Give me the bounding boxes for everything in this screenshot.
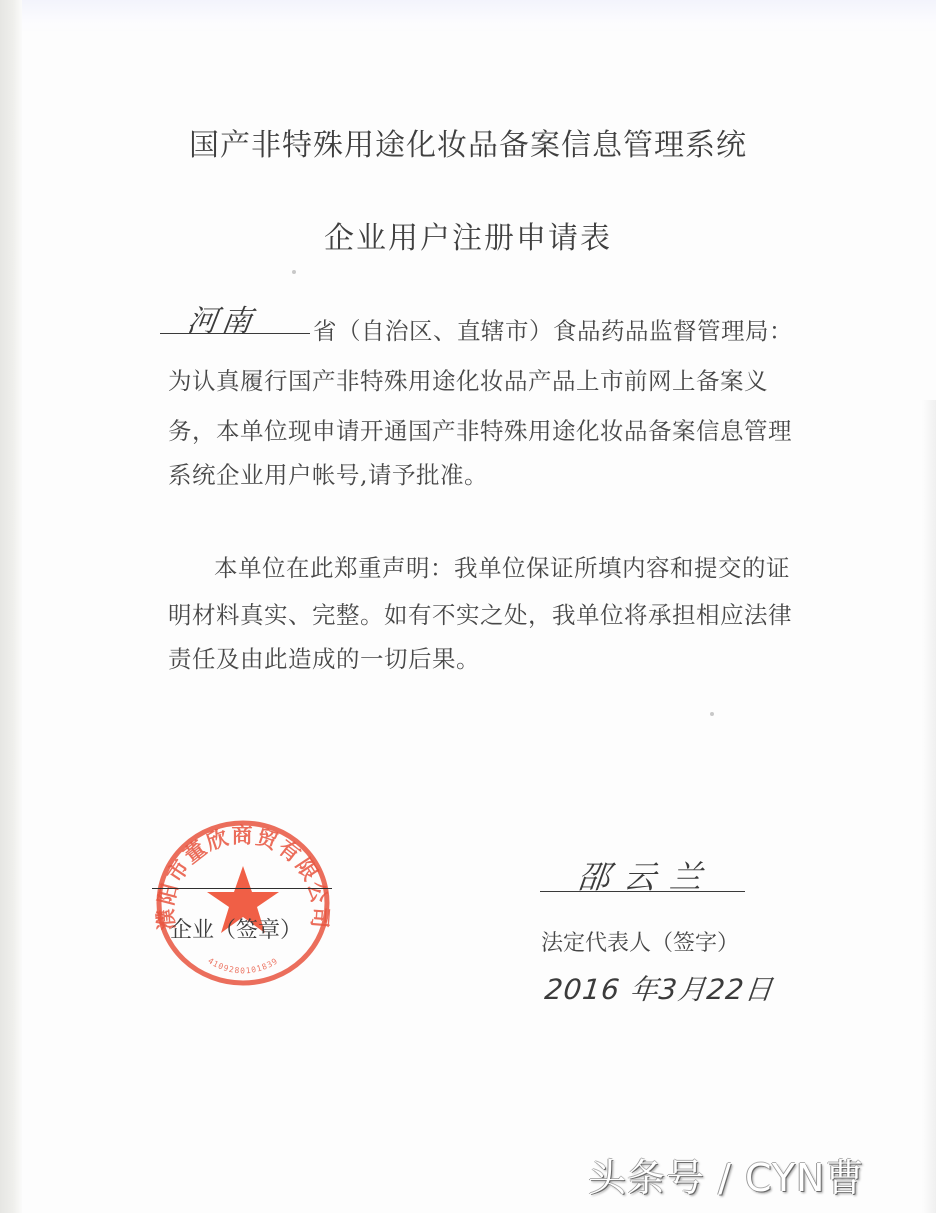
paragraph2-line1: 本单位在此郑重声明：我单位保证所填内容和提交的证 bbox=[214, 554, 790, 582]
scan-speck bbox=[710, 712, 714, 716]
paragraph1-line1: 为认真履行国产非特殊用途化妆品产品上市前网上备案义 bbox=[168, 367, 768, 395]
scan-top-tint bbox=[22, 0, 936, 34]
addressee-line: 省（自治区、直辖市）食品药品监督管理局： bbox=[313, 317, 793, 345]
company-seal bbox=[152, 818, 334, 988]
paragraph2-line3: 责任及由此造成的一切后果。 bbox=[168, 645, 480, 673]
handwritten-province: 河南 bbox=[185, 304, 258, 339]
paragraph1-line2: 务，本单位现申请开通国产非特殊用途化妆品备案信息管理 bbox=[168, 417, 792, 445]
svg-text:4109280101839 bbox=[206, 956, 279, 975]
handwritten-date: 2016 年3月22日 bbox=[543, 973, 776, 1006]
document-subtitle: 企业用户注册申请表 bbox=[324, 221, 612, 256]
scan-left-edge bbox=[0, 0, 22, 1213]
seal-text: 濮阳市董欣商贸有限公司 bbox=[153, 823, 333, 931]
handwritten-signature: 邵云兰 bbox=[575, 858, 718, 896]
scan-speck bbox=[292, 270, 296, 274]
company-seal-label: 企业（签章） bbox=[170, 918, 303, 943]
paragraph2-line2: 明材料真实、完整。如有不实之处，我单位将承担相应法律 bbox=[168, 601, 792, 629]
representative-label: 法定代表人（签字） bbox=[541, 931, 740, 956]
scan-right-edge bbox=[922, 400, 936, 1213]
seal-serial: 4109280101839 bbox=[206, 956, 280, 976]
paragraph1-line3: 系统企业用户帐号,请予批准。 bbox=[168, 461, 488, 489]
seal-graphic bbox=[152, 818, 334, 988]
company-sign-line bbox=[152, 888, 332, 889]
watermark-text: 头条号 / CYN曹 bbox=[588, 1156, 865, 1200]
representative-sign-line bbox=[540, 891, 745, 892]
document-title: 国产非特殊用途化妆品备案信息管理系统 bbox=[189, 128, 747, 163]
